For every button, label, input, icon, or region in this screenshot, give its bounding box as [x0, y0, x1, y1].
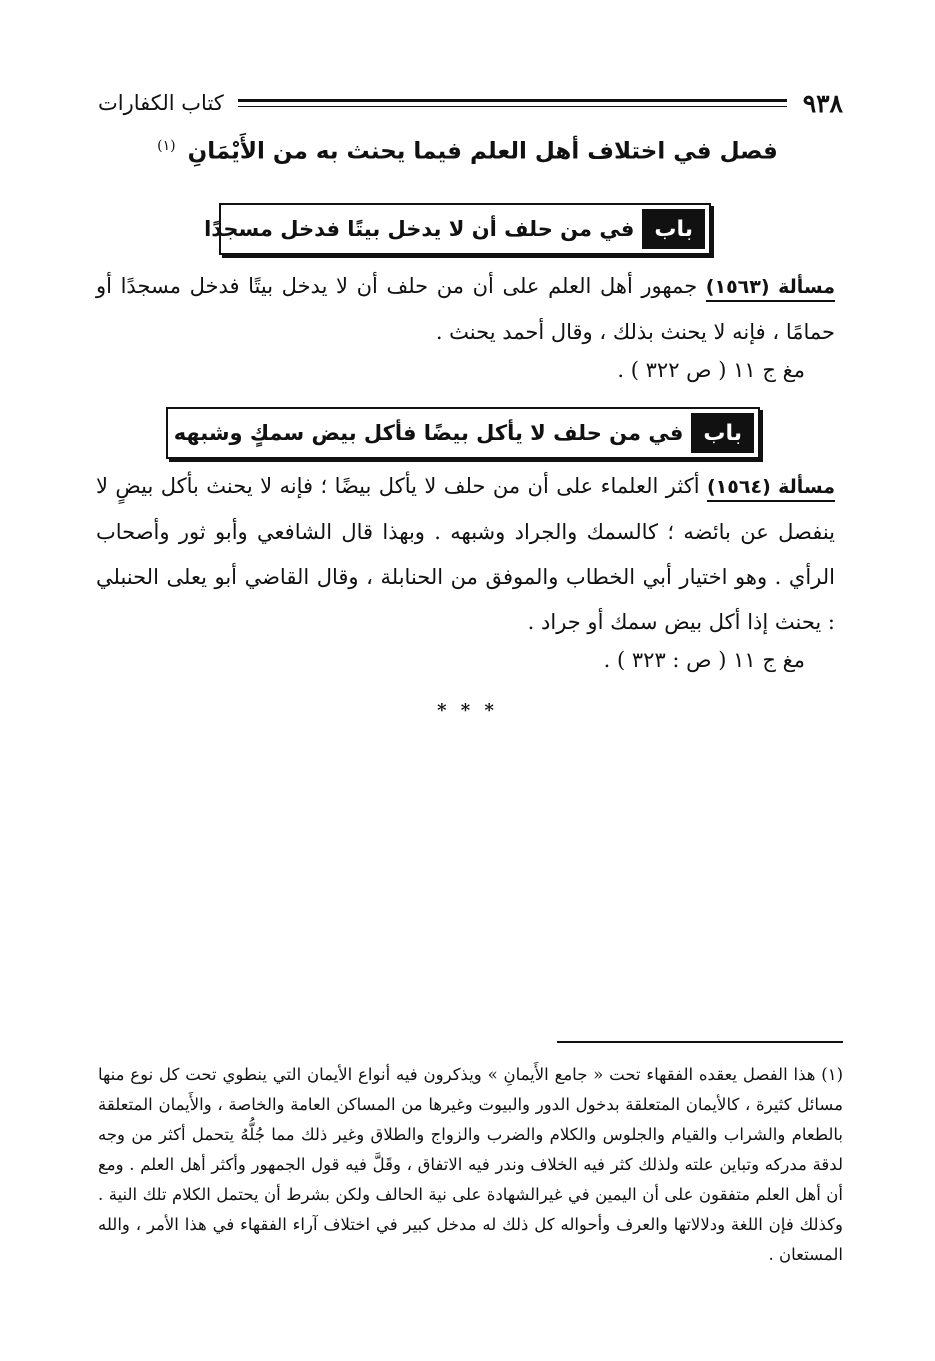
bab-box-1 — [204, 203, 711, 255]
masala-paragraph-1563 — [96, 264, 835, 355]
book-title: كتاب الكفارات — [98, 91, 224, 115]
bab-box-2 — [166, 407, 760, 459]
masala-label: مسألة (١٥٦٣) — [706, 276, 835, 302]
masala-text: جمهور أهل العلم على أن من حلف أن لا يدخل بيتًا فدخل مسجدًا أو حمامًا ، فإنه لا يحنث بذلك ، وقال أحمد يحنث . — [96, 274, 835, 344]
page-number: ٩٣٨ — [802, 88, 843, 118]
masala-label: مسألة (١٥٦٤) — [707, 476, 835, 502]
chapter-heading — [120, 138, 815, 165]
header-rule — [238, 99, 787, 107]
footnote-rule — [557, 1041, 843, 1043]
running-header — [98, 86, 843, 120]
chapter-title: فصل في اختلاف أهل العلم فيما يحنث به من الأَيْمَانِ — [187, 138, 778, 165]
footnote-marker: (١) — [157, 138, 176, 154]
bab-title: في من حلف لا يأكل بيضًا فأكل بيض سمكٍ وشبهه — [173, 421, 684, 445]
reference-line: مغ ج ١١ ( ص ٣٢٢ ) . — [617, 358, 805, 382]
section-separator: * * * — [437, 700, 498, 721]
masala-text: أكثر العلماء على أن من حلف لا يأكل بيضًا ؛ فإنه لا يحنث بأكل بيضٍ لا ينفصل عن بائضه ؛ كالسمك والجراد وشبهه . وبهذا قال الشافعي وأبو ثور وأصحاب الرأي . وهو اختيار أبي الخطاب والموفق من الحنابلة ، وقال القاضي أبو يعلى الحنبلي : يحنث إذا أكل بيض سمك أو جراد . — [96, 474, 835, 634]
reference-line: مغ ج ١١ ( ص : ٣٢٣ ) . — [603, 648, 805, 672]
footnote: (١) هذا الفصل يعقده الفقهاء تحت « جامع الأَيمانِ » ويذكرون فيه أنواع الأيمان التي ينطوي تحت كل نوع منها مسائل كثيرة ، كالأيمان المتعلقة بدخول الدور والبيوت وغيرها من المساكن العامة والخاصة ، والأَيمان المتعلقة بالطعام والشراب والقيام والجلوس والكلام والضرب والزواج والطلاق وغير ذلك مما جُلُّهُ يتحمل أكثر من وجه لدقة مدركه وتباين علته ولذلك كثر فيه الخلاف وندر فيه الاتفاق ، وقَلَّ فيه قول الجمهور وأكثر أهل العلم . ومع أن أهل العلم متفقون على أن اليمين في غيرالشهادة على نية الحالف ولكن بشرط أن يحتمل الكلام تلك النية . وكذلك فإن اللغة ودلالاتها والعرف وأحواله كل ذلك له مدخل كبير في اختلاف آراء الفقهاء في هذا الأمر ، والله المستعان . — [98, 1065, 843, 1264]
bab-label: باب — [691, 413, 754, 453]
bab-label: باب — [642, 209, 705, 249]
bab-title: في من حلف أن لا يدخل بيتًا فدخل مسجدًا — [204, 217, 635, 241]
masala-paragraph-1564 — [96, 464, 835, 645]
